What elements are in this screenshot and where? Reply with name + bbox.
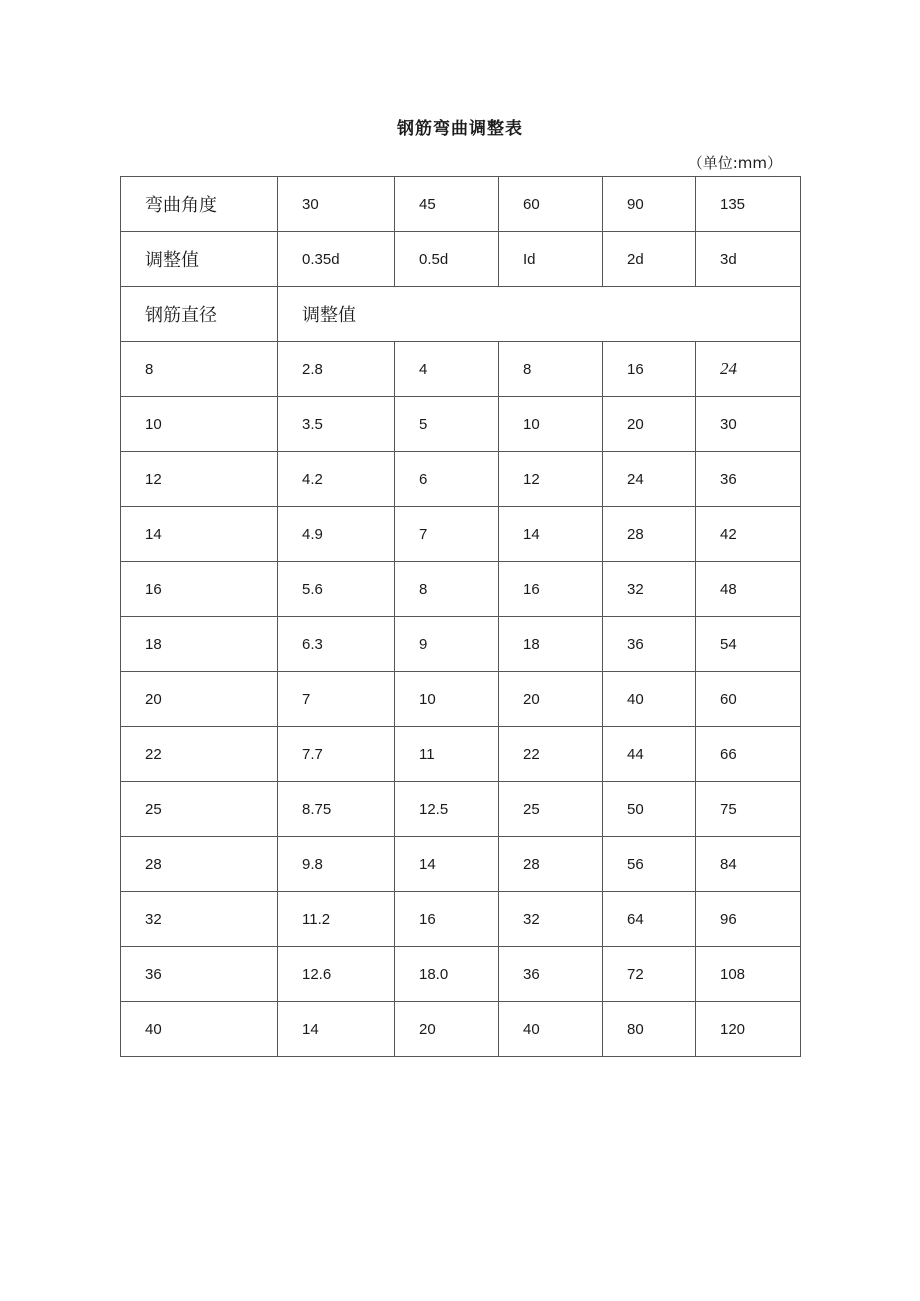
table-row xyxy=(121,727,801,782)
angle-cell: 135 xyxy=(696,177,801,232)
value-cell: 36 xyxy=(603,617,696,672)
value-cell: 5 xyxy=(395,397,499,452)
table-row xyxy=(121,837,801,892)
value-cell: 108 xyxy=(696,947,801,1002)
value-cell: 36 xyxy=(696,452,801,507)
value-cell: 18 xyxy=(499,617,603,672)
table-row xyxy=(121,892,801,947)
page-title: 钢筋弯曲调整表 xyxy=(397,119,523,139)
adjust-cell: 3d xyxy=(696,232,801,287)
value-cell: 16 xyxy=(603,342,696,397)
value-cell: 80 xyxy=(603,1002,696,1057)
table-row xyxy=(121,397,801,452)
rebar-bend-adjustment-table xyxy=(120,176,801,1057)
value-cell: 42 xyxy=(696,507,801,562)
adjust-label: 调整值 xyxy=(121,232,278,287)
value-cell: 18.0 xyxy=(395,947,499,1002)
value-cell: 7 xyxy=(395,507,499,562)
adjust-cell: 0.35d xyxy=(278,232,395,287)
value-cell: 50 xyxy=(603,782,696,837)
value-cell: 7 xyxy=(278,672,395,727)
value-cell: 64 xyxy=(603,892,696,947)
value-cell: 96 xyxy=(696,892,801,947)
angle-cell: 60 xyxy=(499,177,603,232)
value-cell: 11.2 xyxy=(278,892,395,947)
angle-cell: 45 xyxy=(395,177,499,232)
value-cell: 16 xyxy=(395,892,499,947)
value-cell: 44 xyxy=(603,727,696,782)
diameter-header-row xyxy=(121,287,801,342)
value-cell: 12.6 xyxy=(278,947,395,1002)
value-cell: 75 xyxy=(696,782,801,837)
value-cell: 48 xyxy=(696,562,801,617)
value-cell: 40 xyxy=(499,1002,603,1057)
value-cell: 6.3 xyxy=(278,617,395,672)
value-cell: 14 xyxy=(395,837,499,892)
angle-row xyxy=(121,177,801,232)
value-cell: 24 xyxy=(603,452,696,507)
value-cell: 54 xyxy=(696,617,801,672)
value-cell: 10 xyxy=(499,397,603,452)
diameter-cell: 36 xyxy=(121,947,278,1002)
table-row xyxy=(121,1002,801,1057)
diameter-cell: 28 xyxy=(121,837,278,892)
table-row xyxy=(121,672,801,727)
adjust-cell: 2d xyxy=(603,232,696,287)
value-cell: 7.7 xyxy=(278,727,395,782)
value-cell: 22 xyxy=(499,727,603,782)
table-row xyxy=(121,507,801,562)
adjust-cell: Id xyxy=(499,232,603,287)
value-cell: 120 xyxy=(696,1002,801,1057)
diameter-cell: 10 xyxy=(121,397,278,452)
table-row xyxy=(121,947,801,1002)
value-cell: 84 xyxy=(696,837,801,892)
value-cell: 12 xyxy=(499,452,603,507)
value-cell: 6 xyxy=(395,452,499,507)
value-cell: 9.8 xyxy=(278,837,395,892)
diameter-cell: 12 xyxy=(121,452,278,507)
table-row xyxy=(121,452,801,507)
table-row xyxy=(121,342,801,397)
value-cell: 4 xyxy=(395,342,499,397)
value-cell: 3.5 xyxy=(278,397,395,452)
diameter-cell: 22 xyxy=(121,727,278,782)
angle-cell: 30 xyxy=(278,177,395,232)
value-cell: 9 xyxy=(395,617,499,672)
value-cell: 20 xyxy=(499,672,603,727)
unit-note: （单位:mm） xyxy=(687,154,782,172)
value-cell: 32 xyxy=(499,892,603,947)
diameter-cell: 18 xyxy=(121,617,278,672)
diameter-cell: 20 xyxy=(121,672,278,727)
value-cell: 40 xyxy=(603,672,696,727)
angle-label: 弯曲角度 xyxy=(121,177,278,232)
table-row xyxy=(121,782,801,837)
value-cell: 14 xyxy=(278,1002,395,1057)
value-cell: 5.6 xyxy=(278,562,395,617)
value-cell: 12.5 xyxy=(395,782,499,837)
value-cell: 28 xyxy=(499,837,603,892)
table-row xyxy=(121,617,801,672)
value-cell: 20 xyxy=(395,1002,499,1057)
value-cell: 2.8 xyxy=(278,342,395,397)
diameter-cell: 40 xyxy=(121,1002,278,1057)
angle-cell: 90 xyxy=(603,177,696,232)
value-cell: 16 xyxy=(499,562,603,617)
value-cell: 32 xyxy=(603,562,696,617)
value-cell: 4.2 xyxy=(278,452,395,507)
value-cell: 60 xyxy=(696,672,801,727)
diameter-cell: 25 xyxy=(121,782,278,837)
value-cell: 8 xyxy=(499,342,603,397)
value-cell: 56 xyxy=(603,837,696,892)
value-cell: 72 xyxy=(603,947,696,1002)
value-cell: 10 xyxy=(395,672,499,727)
diameter-cell: 8 xyxy=(121,342,278,397)
value-cell: 8.75 xyxy=(278,782,395,837)
value-cell: 20 xyxy=(603,397,696,452)
adjust-row xyxy=(121,232,801,287)
value-cell: 4.9 xyxy=(278,507,395,562)
value-cell: 36 xyxy=(499,947,603,1002)
value-cell: 66 xyxy=(696,727,801,782)
value-cell: 28 xyxy=(603,507,696,562)
value-cell: 8 xyxy=(395,562,499,617)
adjust-span-label: 调整值 xyxy=(278,287,801,342)
table-row xyxy=(121,562,801,617)
diameter-cell: 32 xyxy=(121,892,278,947)
diameter-cell: 16 xyxy=(121,562,278,617)
value-cell: 30 xyxy=(696,397,801,452)
value-cell: 25 xyxy=(499,782,603,837)
value-cell: 24 xyxy=(696,342,801,397)
value-cell: 11 xyxy=(395,727,499,782)
adjust-cell: 0.5d xyxy=(395,232,499,287)
value-cell: 14 xyxy=(499,507,603,562)
diameter-cell: 14 xyxy=(121,507,278,562)
diameter-label: 钢筋直径 xyxy=(121,287,278,342)
